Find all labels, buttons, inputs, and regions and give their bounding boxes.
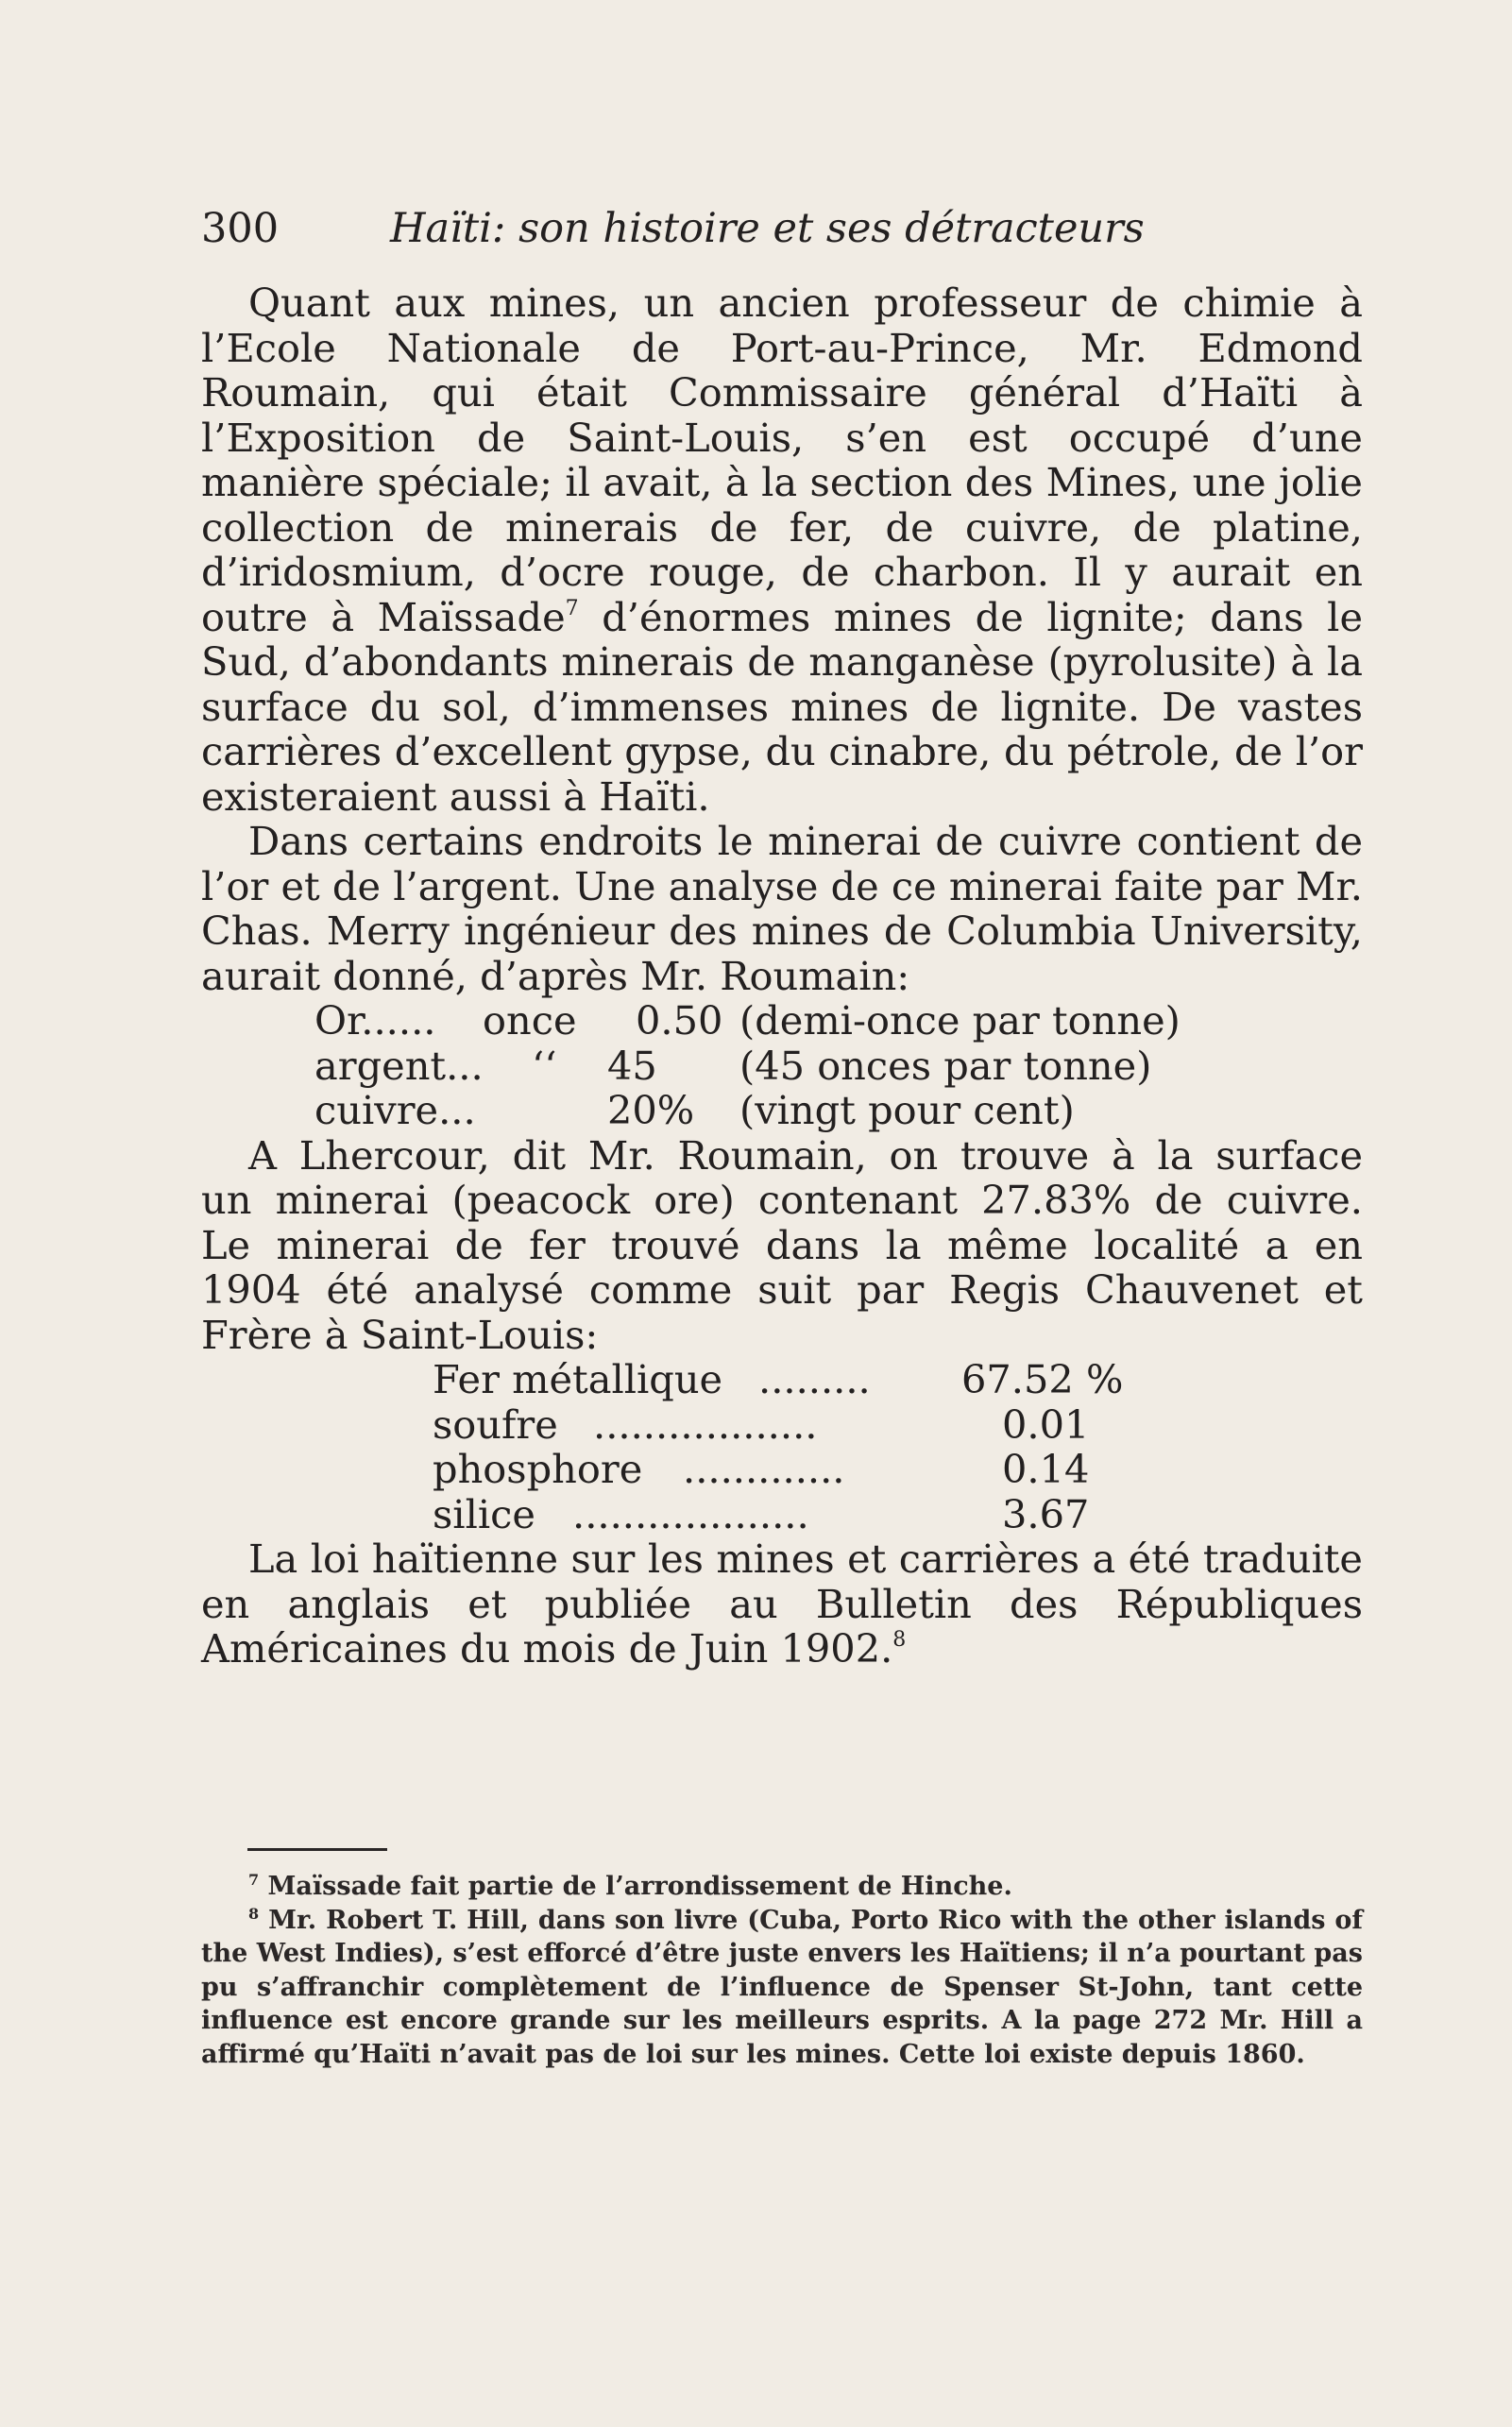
- running-title: Haïti: son histoire et ses détracteurs: [390, 205, 1145, 252]
- text-line: un minerai (peacock ore) contenant 27.83% de cuivre.: [201, 1177, 1363, 1223]
- footnote-ref-8: 8: [892, 1628, 907, 1652]
- percentage: 3.67: [1002, 1490, 1090, 1537]
- percentage: 0.14: [1002, 1446, 1090, 1492]
- assay-table: [201, 998, 1363, 1133]
- footnotes: [201, 1870, 1363, 2072]
- page-number: 300: [201, 205, 280, 252]
- paragraph-text: d’énormes mines de lignite; dans le Sud, d’abondants minerais de manganèse (pyrolusite) à la surface du sol, d’immenses mines de lignite. De vastes carrières d’excellent gypse, du cinabre, du pétrole, de l’or existeraient aussi à Haïti.: [201, 593, 1363, 820]
- leader-dots: .............: [683, 1446, 845, 1492]
- assay-row: [201, 1044, 1363, 1089]
- footnote-mark: 7: [248, 1871, 260, 1889]
- footnote-divider: [247, 1848, 387, 1851]
- leader-dots: .........: [758, 1356, 871, 1402]
- text-line: 1904 été analysé comme suit par Regis Chauvenet et: [201, 1266, 1363, 1313]
- percentage: 0.01: [1002, 1400, 1090, 1448]
- element-name: soufre: [433, 1400, 558, 1448]
- element-name: phosphore: [433, 1446, 643, 1492]
- paragraph-text: Quant aux mines, un ancien professeur de chimie à l’Ecole Nationale de Port-au-Prince, Mr. Edmond Roumain, qui était Commissaire général d’Haïti à l’Exposition de Saint-Louis, s’en est occupé d’une manière spéciale; il avait, à la section des Mines, une jolie collection de minerais de fer, de cuivre, de platine, d’iridosmium, d’ocre rouge, de charbon. Il y aurait en outre à Maïssade: [201, 280, 1363, 640]
- page-header: [201, 200, 1363, 257]
- value: 45: [607, 1042, 657, 1089]
- note: (demi-once par tonne): [739, 997, 1181, 1044]
- paragraph-copper: Dans certains endroits le minerai de cuivre contient de l’or et de l’argent. Une analyse de ce minerai faite par Mr. Chas. Merry ingénieur des mines de Columbia University, aurait donné, d’après Mr. Roumain:: [201, 818, 1363, 999]
- footnote-text: Maïssade fait partie de l’arrondissement de Hinche.: [267, 1872, 1012, 1901]
- analysis-row: [201, 1402, 1363, 1448]
- footnote-text: Mr. Robert T. Hill, dans son livre (Cuba, Porto Rico with the other islands of the West Indies), s’est efforcé d’être juste envers les Haïtiens; il n’a pourtant pas pu s’affranchir complètement de l’influence de Spenser St-John, tant cette influence est encore grande sur les meilleurs esprits. A la page 272 Mr. Hill a affirmé qu’Haïti n’avait pas de loi sur les mines. Cette loi existe depuis 1860.: [201, 1905, 1363, 2069]
- text-line: A Lhercour, dit Mr. Roumain, on trouve à la surface: [248, 1131, 1363, 1179]
- paragraph-text: La loi haïtienne sur les mines et carrières a été traduite en anglais et publiée au Bulletin des Républiques Américaines du mois de Juin 1902.: [201, 1536, 1363, 1672]
- text-line: Frère à Saint-Louis:: [201, 1311, 599, 1358]
- analysis-row: [201, 1492, 1363, 1537]
- footnote-mark: 8: [248, 1904, 260, 1923]
- element-name: Fer métallique: [433, 1356, 723, 1402]
- iron-analysis-table: [201, 1357, 1363, 1536]
- paragraph-lhercour: [201, 1133, 1363, 1313]
- value: 0.50: [636, 997, 723, 1044]
- analysis-row: [201, 1357, 1363, 1402]
- element-name: silice: [433, 1490, 535, 1537]
- note: (45 onces par tonne): [739, 1042, 1152, 1089]
- main-text: [201, 280, 1363, 1672]
- metal-name: Or......: [314, 997, 436, 1044]
- footnote: [201, 1904, 1363, 2072]
- assay-row: [201, 1088, 1363, 1133]
- metal-name: cuivre...: [314, 1087, 476, 1133]
- leader-dots: ..................: [593, 1400, 818, 1448]
- percentage: 67.52 %: [961, 1356, 1124, 1402]
- text-line: Le minerai de fer trouvé dans la même localité a en: [201, 1221, 1363, 1268]
- unit: ‘‘: [532, 1042, 557, 1089]
- leader-dots: ...................: [572, 1490, 809, 1537]
- note: (vingt pour cent): [739, 1087, 1075, 1133]
- value: 20%: [607, 1087, 695, 1133]
- footnote-ref-7: 7: [565, 596, 579, 620]
- footnote: [201, 1870, 1363, 1904]
- analysis-row: [201, 1447, 1363, 1492]
- paragraph-law: [201, 1536, 1363, 1672]
- unit: once: [483, 997, 577, 1044]
- assay-row: [201, 998, 1363, 1044]
- metal-name: argent...: [314, 1042, 484, 1089]
- paragraph-mines: [201, 280, 1363, 819]
